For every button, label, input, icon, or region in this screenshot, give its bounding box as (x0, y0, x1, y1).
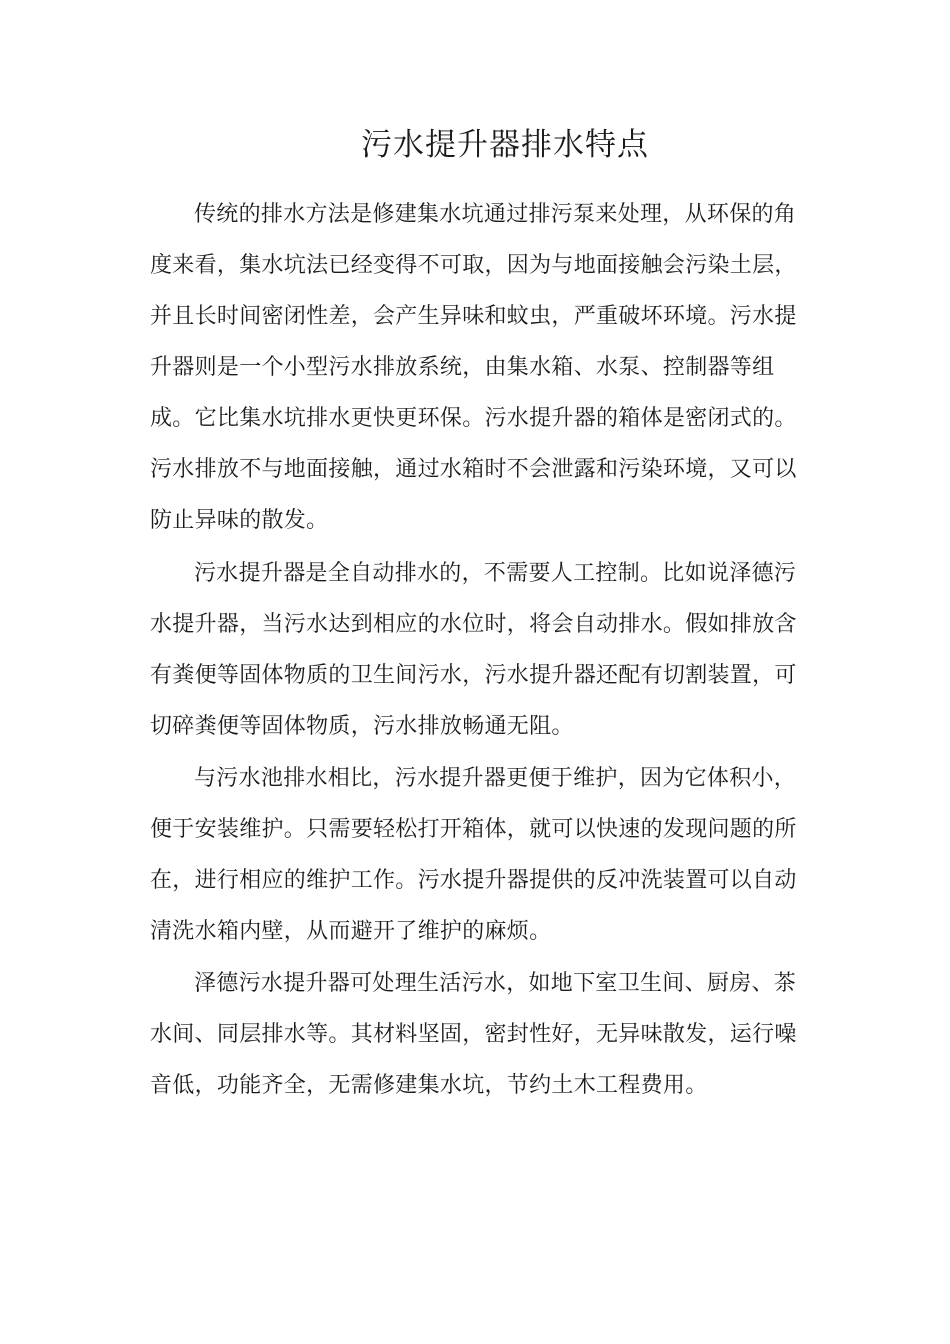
paragraph-2-line-2: 水提升器，当污水达到相应的水位时，将会自动排水。假如排放含 (150, 612, 797, 637)
paragraph-2-line-3: 有粪便等固体物质的卫生间污水，污水提升器还配有切割装置，可 (150, 663, 797, 688)
paragraph-1-line-3: 并且长时间密闭性差，会产生异味和蚊虫，严重破坏环境。污水提 (150, 304, 797, 329)
paragraph-3-line-2: 便于安装维护。只需要轻松打开箱体，就可以快速的发现问题的所 (150, 817, 797, 842)
document-title: 污水提升器排水特点 (361, 127, 649, 163)
paragraph-1-line-1: 传统的排水方法是修建集水坑通过排污泵来处理，从环保的角 (194, 202, 797, 227)
paragraph-1-line-2: 度来看，集水坑法已经变得不可取，因为与地面接触会污染土层， (150, 253, 797, 278)
paragraph-1-line-5: 成。它比集水坑排水更快更环保。污水提升器的箱体是密闭式的。 (150, 406, 797, 431)
paragraph-1-line-6: 污水排放不与地面接触，通过水箱时不会泄露和污染环境，又可以 (150, 457, 797, 482)
paragraph-4-line-1: 泽德污水提升器可处理生活污水，如地下室卫生间、厨房、茶 (194, 971, 797, 996)
paragraph-2-line-1: 污水提升器是全自动排水的，不需要人工控制。比如说泽德污 (194, 561, 797, 586)
paragraph-4-line-2: 水间、同层排水等。其材料坚固，密封性好，无异味散发，运行噪 (150, 1022, 797, 1047)
paragraph-3-line-1: 与污水池排水相比，污水提升器更便于维护，因为它体积小， (194, 766, 797, 791)
paragraph-3-line-3: 在，进行相应的维护工作。污水提升器提供的反冲洗装置可以自动 (150, 868, 797, 893)
paragraph-2-line-4: 切碎粪便等固体物质，污水排放畅通无阻。 (150, 714, 574, 739)
paragraph-3-line-4: 清洗水箱内壁，从而避开了维护的麻烦。 (150, 919, 552, 944)
paragraph-1-line-7: 防止异味的散发。 (150, 508, 329, 533)
paragraph-4-line-3: 音低，功能齐全，无需修建集水坑，节约土木工程费用。 (150, 1073, 708, 1098)
paragraph-1-line-4: 升器则是一个小型污水排放系统，由集水箱、水泵、控制器等组 (150, 355, 775, 380)
